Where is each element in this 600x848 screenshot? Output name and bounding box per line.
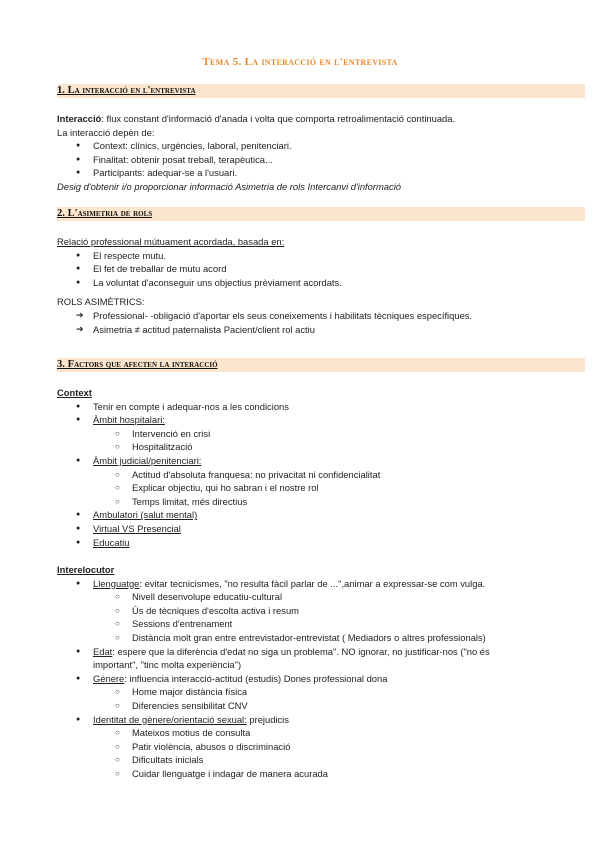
roles-label: ROLS ASIMÈTRICS (57, 296, 142, 308)
section-heading-2-text: 2. L'asimetria de rols (57, 208, 153, 219)
list-item: ● El respecte mutu. (57, 249, 597, 263)
list-item (57, 713, 597, 727)
edat-text: : espere que la diferència d'edat no siga un problema". NO ignorar, no justificar-nos ("no és (112, 645, 490, 657)
section-heading-3 (57, 358, 585, 372)
definition-term: Interacció (57, 113, 102, 124)
sub-list-item: ○ Sessions d'entrenament (57, 617, 597, 631)
list-item (57, 672, 597, 686)
list-item: ● El fet de treballar de mutu acord (57, 262, 597, 276)
list-item: ● Tenir en compte i adequar-nos a les condicions (57, 400, 597, 414)
sub-list-item: ○ Ús de tècniques d'escolta activa i resum (57, 604, 597, 618)
sub-list-item: ○ Actitud d'absoluta franquesa: no privacitat ni confidencialitat (57, 468, 597, 482)
edat-label: Edat (93, 645, 113, 657)
list-item: ● La voluntat d'aconseguir uns objectius prèviament acordats. (57, 276, 597, 290)
context-label: Context (57, 387, 92, 398)
arrow-item: ➔ Professional- -obligació d'aportar els seus coneixements i habilitats tècniques específiques. (57, 309, 597, 323)
relation-intro: Relació professional mútuament acordada, basada en: (57, 236, 285, 247)
sub-list-item: ○ Mateixos motius de consulta (57, 726, 597, 740)
sub-list-item: ○ Dificultats inicials (57, 753, 597, 767)
section-2-body (57, 235, 597, 336)
list-item (57, 645, 597, 659)
list-item: ● Àmbit judicial/penitenciari: (57, 454, 597, 468)
depends-line: La interacció depèn de: (57, 126, 155, 138)
list-item: ● Educatiu (57, 536, 597, 550)
section-heading-1 (57, 84, 585, 98)
lang-label: Llenguatge (93, 577, 140, 589)
roles-colon: : (141, 296, 145, 308)
sub-list-item: ○ Explicar objectiu, qui ho sabran i el nostre rol (57, 481, 597, 495)
list-item: ● Finalitat: obtenir posat treball, terapèutica... (57, 153, 597, 167)
arrow-item: ➔ Asimetria ≠ actitud paternalista Pacient/client rol actiu (57, 323, 597, 337)
edat-continuation: important", "tinc molta experiència") (93, 659, 242, 671)
sub-list-item: ○ Diferencies sensibilitat CNV (57, 699, 597, 713)
sub-list-item: ○ Temps limitat, més directius (57, 495, 597, 509)
section-3-interlocutor (57, 563, 597, 781)
definition-line (57, 112, 597, 126)
sub-list-item: ○ Home major distància física (57, 685, 597, 699)
italic-summary: Desig d'obtenir i/o proporcionar informació Asimetria de rols Intercanvi d'informació (57, 180, 402, 192)
sub-list-item: ○ Distància molt gran entre entrevistador-entrevistat ( Mediadors o altres professionals) (57, 631, 597, 645)
definition-text: : flux constant d'informació d'anada i volta que comporta retroalimentació continuada. (101, 113, 456, 124)
genere-text: : influencia interacció-actitud (estudis) Dones professional dona (124, 672, 388, 684)
list-item (57, 577, 597, 591)
ident-label: Identitat de gènere/orientació sexual: (93, 713, 247, 725)
section-heading-2 (57, 207, 585, 221)
sub-list-item: ○ Nivell desenvolupe educatiu-cultural (57, 590, 597, 604)
genere-label: Gènere (93, 672, 125, 684)
sub-list-item: ○ Intervenció en crisi (57, 427, 597, 441)
section-1-body (57, 112, 597, 194)
ident-text: prejudicis (246, 713, 289, 725)
interlocutor-label: Interelocutor (57, 564, 115, 575)
list-item: ● Ambulatori (salut mental) (57, 508, 597, 522)
sub-list-item: ○ Hospitalització (57, 440, 597, 454)
list-item: ● Àmbit hospitalari: (57, 413, 597, 427)
page-title: Tema 5. La interacció en l'entrevista (202, 56, 398, 68)
section-heading-1-text: 1. La interacció en l'entrevista (57, 85, 196, 96)
sub-list-item: ○ Patir violència, abusos o discriminació (57, 740, 597, 754)
section-3-context (57, 386, 597, 549)
roles-heading (57, 295, 597, 309)
list-item: ● Participants: adequar-se a l'usuari. (57, 166, 597, 180)
list-item: ● Context: clínics, urgències, laboral, penitenciari. (57, 139, 597, 153)
section-heading-3-text: 3. Factors que afecten la interacció (57, 359, 218, 370)
lang-text: : evitar tecnicismes, "no resulta fàcil parlar de ...",animar a expressar-se com vulga. (139, 577, 486, 589)
sub-list-item: ○ Cuidar llenguatge i indagar de manera acurada (57, 767, 597, 781)
list-item: ● Virtual VS Presencial (57, 522, 597, 536)
